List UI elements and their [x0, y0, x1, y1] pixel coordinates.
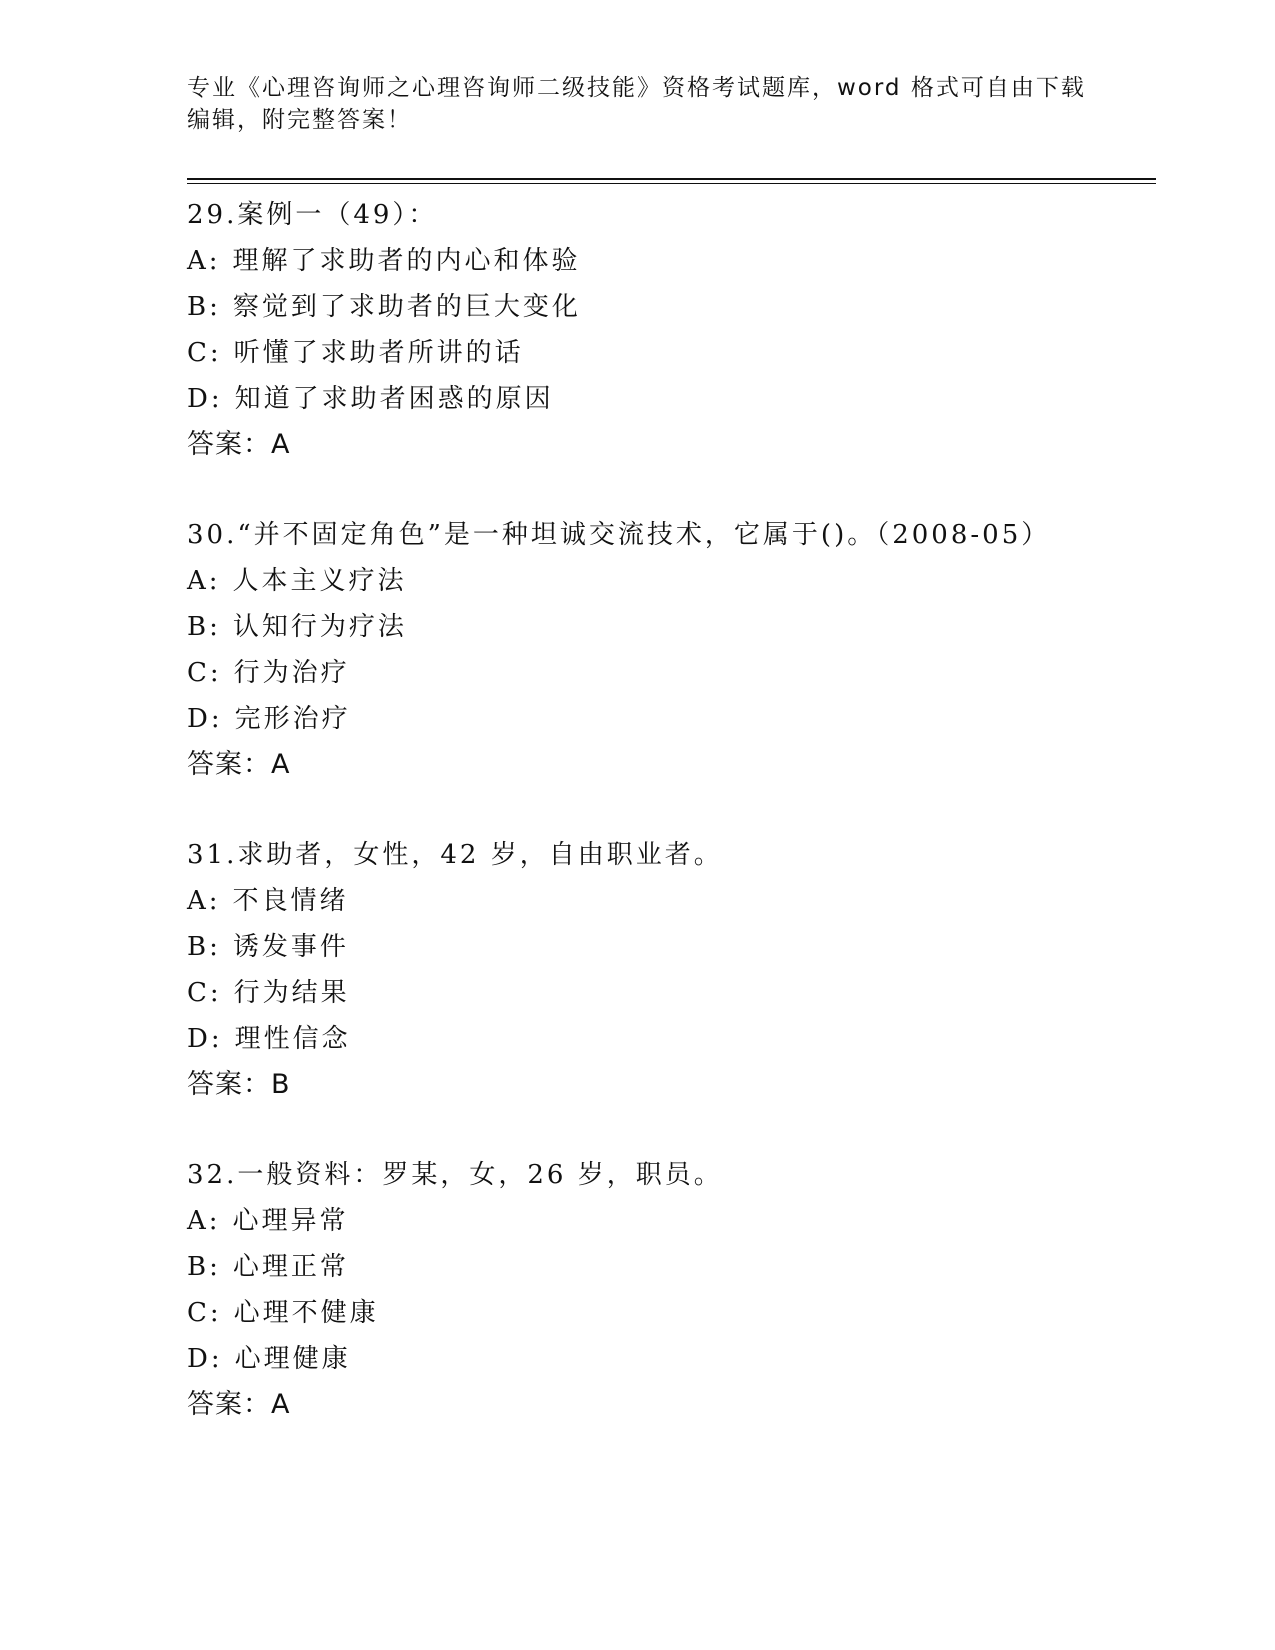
option-text: 察觉到了求助者的巨大变化	[232, 292, 581, 322]
option-text: 认知行为疗法	[232, 612, 407, 642]
option-a	[187, 558, 1147, 604]
option-text: 心理健康	[234, 1344, 351, 1374]
header-line-2: 编辑，附完整答案！	[187, 107, 412, 133]
question-stem: 31.求助者，女性，42 岁，自由职业者。	[187, 840, 723, 870]
option-letter: C:	[187, 1298, 222, 1328]
option-text: 不良情绪	[232, 886, 349, 916]
option-letter: C:	[187, 978, 222, 1008]
option-c	[187, 970, 1147, 1016]
header-divider-thin	[187, 183, 1156, 184]
option-letter: A:	[187, 566, 221, 596]
option-d	[187, 1016, 1147, 1062]
answer-line: 答案：A	[187, 429, 291, 460]
question-item	[187, 1152, 1147, 1428]
option-letter: A:	[187, 1206, 221, 1236]
option-letter: C:	[187, 658, 222, 688]
option-text: 行为结果	[233, 978, 350, 1008]
option-letter: D:	[187, 704, 223, 734]
option-letter: D:	[187, 1024, 223, 1054]
option-letter: C:	[187, 338, 222, 368]
answer-line: 答案：A	[187, 749, 291, 780]
option-text: 心理不健康	[233, 1298, 379, 1328]
option-text: 心理正常	[232, 1252, 349, 1282]
header-divider-thick	[187, 178, 1156, 180]
option-d	[187, 696, 1147, 742]
question-stem: 29.案例一（49）：	[187, 200, 438, 230]
option-letter: A:	[187, 246, 221, 276]
option-letter: B:	[187, 1252, 221, 1282]
question-item	[187, 832, 1147, 1108]
option-b	[187, 604, 1147, 650]
option-letter: D:	[187, 384, 223, 414]
header-line-1: 专业《心理咨询师之心理咨询师二级技能》资格考试题库，word 格式可自由下载	[187, 75, 1086, 101]
option-letter: A:	[187, 886, 221, 916]
question-stem: 30.“并不固定角色”是一种坦诚交流技术，它属于()。（2008-05）	[187, 520, 1051, 550]
option-text: 人本主义疗法	[232, 566, 407, 596]
question-item	[187, 512, 1147, 788]
option-c	[187, 330, 1147, 376]
option-c	[187, 1290, 1147, 1336]
answer-line: 答案：B	[187, 1069, 291, 1100]
question-stem: 32.一般资料：罗某，女，26 岁，职员。	[187, 1160, 723, 1190]
question-item	[187, 192, 1147, 468]
option-b	[187, 1244, 1147, 1290]
document-header	[187, 72, 1087, 136]
option-b	[187, 924, 1147, 970]
option-text: 完形治疗	[234, 704, 351, 734]
option-c	[187, 650, 1147, 696]
option-letter: B:	[187, 932, 221, 962]
option-text: 知道了求助者困惑的原因	[234, 384, 554, 414]
option-letter: B:	[187, 292, 221, 322]
option-text: 听懂了求助者所讲的话	[233, 338, 524, 368]
option-d	[187, 1336, 1147, 1382]
option-a	[187, 238, 1147, 284]
option-text: 理性信念	[234, 1024, 351, 1054]
option-b	[187, 284, 1147, 330]
option-text: 理解了求助者的内心和体验	[232, 246, 581, 276]
answer-line: 答案：A	[187, 1389, 291, 1420]
option-text: 诱发事件	[232, 932, 349, 962]
option-text: 心理异常	[232, 1206, 349, 1236]
question-list	[187, 192, 1147, 1472]
option-letter: D:	[187, 1344, 223, 1374]
option-letter: B:	[187, 612, 221, 642]
option-d	[187, 376, 1147, 422]
option-text: 行为治疗	[233, 658, 350, 688]
option-a	[187, 1198, 1147, 1244]
option-a	[187, 878, 1147, 924]
